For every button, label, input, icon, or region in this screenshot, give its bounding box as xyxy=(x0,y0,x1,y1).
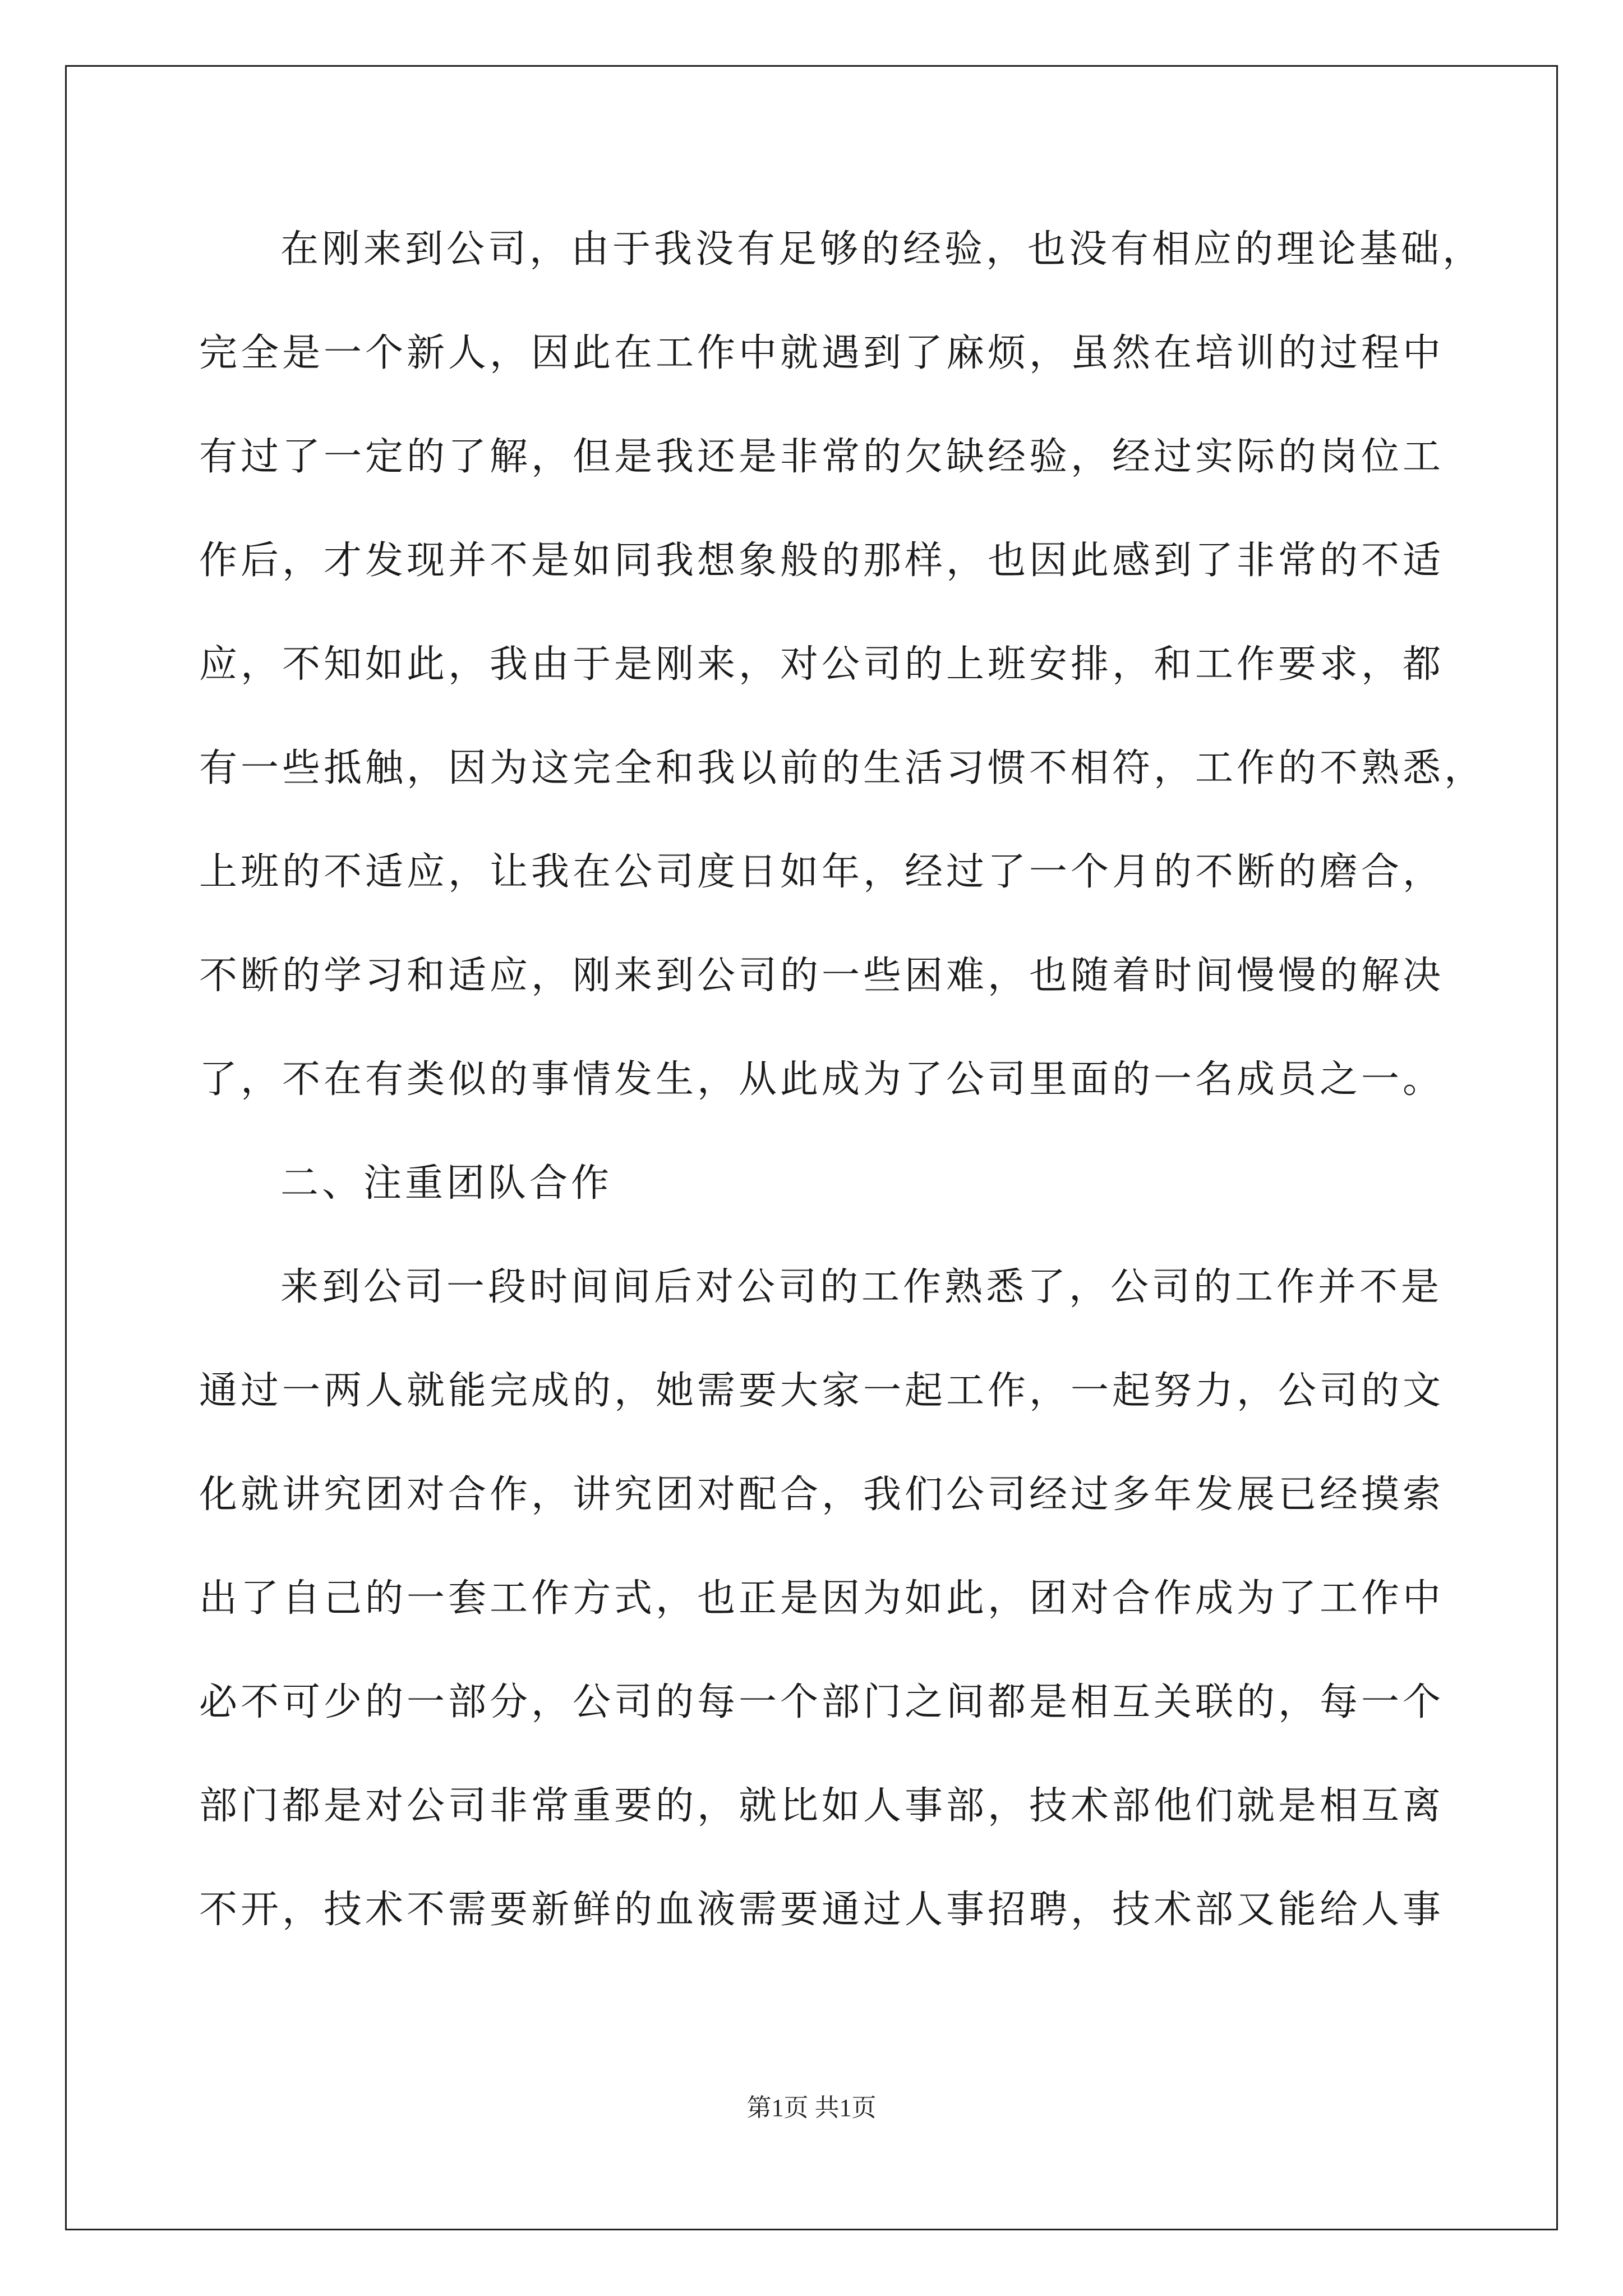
paragraph-line: 不开，技术不需要新鲜的血液需要通过人事招聘，技术部又能给人事 xyxy=(199,1888,1445,1932)
paragraph-line: 有一些抵触，因为这完全和我以前的生活习惯不相符，工作的不熟悉， xyxy=(199,746,1486,790)
paragraph-line: 上班的不适应，让我在公司度日如年，经过了一个月的不断的磨合， xyxy=(199,850,1445,894)
page-footer: 第1页 共1页 xyxy=(746,2094,877,2122)
paragraph-line: 化就讲究团对合作，讲究团对配合，我们公司经过多年发展已经摸索 xyxy=(199,1473,1445,1517)
paragraph-line: 不断的学习和适应，刚来到公司的一些困难，也随着时间慢慢的解决 xyxy=(199,954,1445,998)
paragraph-line: 有过了一定的了解，但是我还是非常的欠缺经验，经过实际的岗位工 xyxy=(199,435,1445,479)
paragraph-line: 了，不在有类似的事情发生，从此成为了公司里面的一名成员之一。 xyxy=(199,1057,1445,1102)
paragraph-line: 来到公司一段时间间后对公司的工作熟悉了，公司的工作并不是 xyxy=(280,1265,1443,1309)
paragraph-line: 必不可少的一部分，公司的每一个部门之间都是相互关联的，每一个 xyxy=(199,1680,1445,1724)
paragraph-line: 出了自己的一套工作方式，也正是因为如此，团对合作成为了工作中 xyxy=(199,1576,1445,1621)
paragraph-line: 部门都是对公司非常重要的，就比如人事部，技术部他们就是相互离 xyxy=(199,1784,1445,1828)
paragraph-line: 在刚来到公司，由于我没有足够的经验，也没有相应的理论基础， xyxy=(280,227,1484,272)
section-heading: 二、注重团队合作 xyxy=(280,1161,613,1205)
paragraph-line: 应，不知如此，我由于是刚来，对公司的上班安排，和工作要求，都 xyxy=(199,642,1445,687)
paragraph-line: 完全是一个新人，因此在工作中就遇到了麻烦，虽然在培训的过程中 xyxy=(199,331,1445,375)
paragraph-line: 作后，才发现并不是如同我想象般的那样，也因此感到了非常的不适 xyxy=(199,539,1445,583)
paragraph-line: 通过一两人就能完成的，她需要大家一起工作，一起努力，公司的文 xyxy=(199,1369,1445,1413)
